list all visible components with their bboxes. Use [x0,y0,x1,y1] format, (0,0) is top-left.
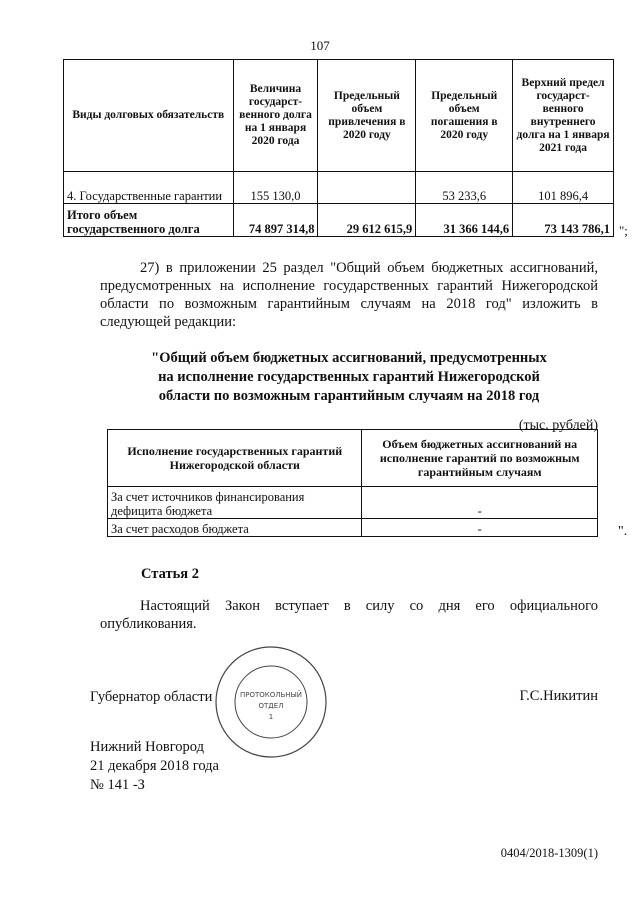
stamp-line-1: ПРОТОКОЛЬНЫЙ [239,691,303,699]
table-closing-quote: ". [618,524,628,539]
signer-name: Г.С.Никитин [519,688,598,704]
units-label: (тыс. рублей) [518,418,598,433]
row-borrow-2020 [318,172,416,204]
table-row [108,487,598,519]
document-code: 0404/2018-1309(1) [500,846,598,860]
row-label: 4. Государственные гарантии [64,172,234,204]
signing-date: 21 декабря 2018 года [90,758,219,774]
header-limit-2021: Верхний предел государст-венного внутреннего долга на 1 января 2021 года [513,60,614,172]
row-value: - [362,519,598,537]
row-limit-2021: 101 896,4 [513,172,614,204]
total-limit-2021: 73 143 786,1 [513,204,614,237]
header-borrow-2020: Предельный объем привлечения в 2020 году [318,60,416,172]
page-number: 107 [310,38,330,53]
row-repay-2020: 53 233,6 [416,172,513,204]
header-debt-type: Виды долговых обязательств [64,60,234,172]
header-debt-2020: Величина государст-венного долга на 1 января 2020 года [233,60,318,172]
stamp-line-3: 1 [268,713,274,721]
section-heading [100,349,598,406]
article-text: Настоящий Закон вступает в силу со дня его официального опубликования. [100,598,598,632]
total-label: Итого объем государственного долга [64,204,234,237]
heading-line-3: области по возможным гарантийным случаям на 2018 год [158,388,540,404]
heading-line-2: на исполнение государственных гарантий Нижегородской [158,369,540,385]
signing-place-date [90,738,219,795]
row-value: - [362,487,598,519]
total-debt-2020: 74 897 314,8 [233,204,318,237]
header-guarantee-execution: Исполнение государственных гарантий Нижегородской области [108,430,362,487]
table-row [108,519,598,537]
assignments-table [107,429,598,537]
signer-position: Губернатор области [90,689,213,705]
total-borrow-2020: 29 612 615,9 [318,204,416,237]
amendment-paragraph: 27) в приложении 25 раздел "Общий объем бюджетных ассигнований, предусмотренных на исполнение государственных гарантий Нижегородской области по возможным гарантийным случаям на 2018 год" изложить в следующей редакции: [100,260,598,330]
total-repay-2020: 31 366 144,6 [416,204,513,237]
table-closing-quote: "; [619,223,628,238]
heading-line-1: "Общий объем бюджетных ассигнований, предусмотренных [151,350,547,366]
table-total-row [64,204,614,237]
article-title: Статья 2 [141,566,199,582]
stamp-seal [214,645,328,759]
row-label: За счет расходов бюджета [108,519,362,537]
stamp-line-2: ОТДЕЛ [258,702,284,710]
row-label: За счет источников финансирования дефицита бюджета [108,487,362,519]
row-debt-2020: 155 130,0 [233,172,318,204]
law-number: № 141 -З [90,777,145,793]
signing-city: Нижний Новгород [90,739,205,755]
header-assignment-volume: Объем бюджетных ассигнований на исполнение гарантий по возможным гарантийным случаям [362,430,598,487]
debt-table [63,59,614,237]
table-row [64,172,614,204]
assign-header-row [108,430,598,487]
header-repay-2020: Предельный объем погашения в 2020 году [416,60,513,172]
debt-table-header-row [64,60,614,172]
